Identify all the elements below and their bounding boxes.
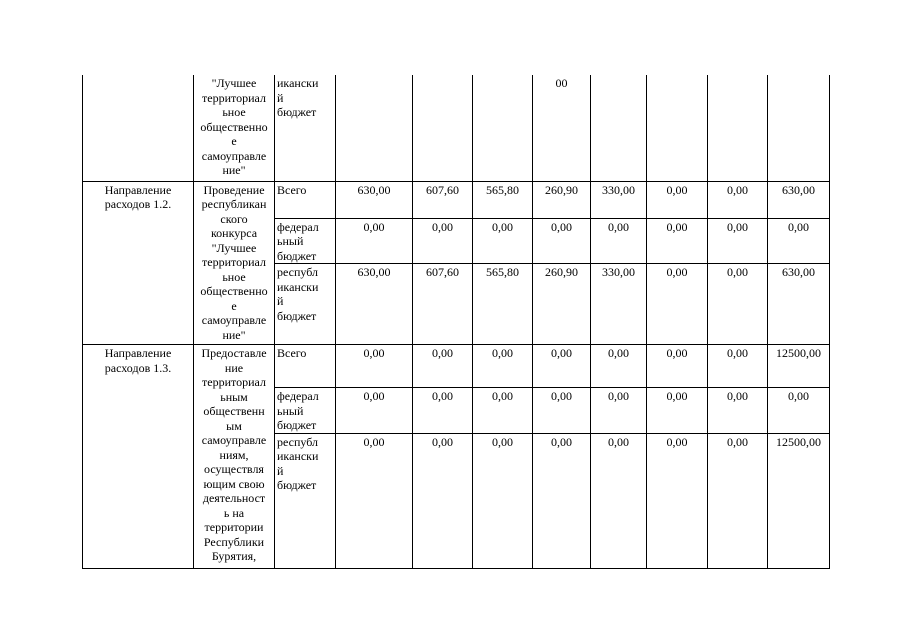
value-cell: 0,00 <box>473 433 533 568</box>
source-cell: федерал ьный бюджет <box>275 388 336 434</box>
value-cell: 0,00 <box>413 218 473 264</box>
value-cell: 260,90 <box>533 264 591 345</box>
source-cell: Всего <box>275 345 336 388</box>
value-cell: 607,60 <box>413 181 473 218</box>
value-cell: 0,00 <box>708 345 768 388</box>
value-cell: 0,00 <box>413 345 473 388</box>
table-row <box>83 75 830 181</box>
value-cell: 630,00 <box>768 181 830 218</box>
value-cell: 630,00 <box>336 264 413 345</box>
value-cell: 0,00 <box>336 218 413 264</box>
value-cell: 0,00 <box>336 345 413 388</box>
value-cell: 0,00 <box>708 264 768 345</box>
source-cell: республ икански й бюджет <box>275 264 336 345</box>
value-cell: 0,00 <box>591 388 647 434</box>
value-cell <box>473 75 533 181</box>
value-cell <box>708 75 768 181</box>
value-cell: 0,00 <box>533 345 591 388</box>
value-cell: 0,00 <box>413 388 473 434</box>
source-cell: Всего <box>275 181 336 218</box>
table-row <box>83 181 830 218</box>
value-cell: 330,00 <box>591 181 647 218</box>
value-cell: 12500,00 <box>768 345 830 388</box>
value-cell: 0,00 <box>533 433 591 568</box>
value-cell <box>336 75 413 181</box>
value-cell: 0,00 <box>591 345 647 388</box>
value-cell: 0,00 <box>533 218 591 264</box>
event-cell: "Лучшее территориал ьное общественно е самоуправле ние" <box>194 75 275 181</box>
value-cell: 0,00 <box>647 181 708 218</box>
direction-cell: Направление расходов 1.3. <box>83 345 194 569</box>
source-cell: федерал ьный бюджет <box>275 218 336 264</box>
value-cell: 0,00 <box>533 388 591 434</box>
value-cell <box>768 75 830 181</box>
value-cell: 0,00 <box>708 218 768 264</box>
value-cell: 12500,00 <box>768 433 830 568</box>
value-cell: 0,00 <box>647 345 708 388</box>
direction-cell: Направление расходов 1.2. <box>83 181 194 345</box>
event-cell: Предоставле ние территориал ьным общественн ым самоуправле ниям, осуществля ющим свою деятельност ь на территории Республики Бурятия, <box>194 345 275 569</box>
value-cell: 0,00 <box>647 264 708 345</box>
value-cell: 0,00 <box>647 388 708 434</box>
value-cell: 0,00 <box>336 433 413 568</box>
value-cell: 0,00 <box>336 388 413 434</box>
value-cell: 0,00 <box>473 218 533 264</box>
value-cell: 0,00 <box>473 388 533 434</box>
budget-table <box>82 75 830 569</box>
table-row <box>83 345 830 388</box>
value-cell: 00 <box>533 75 591 181</box>
value-cell: 0,00 <box>413 433 473 568</box>
direction-cell <box>83 75 194 181</box>
value-cell: 565,80 <box>473 264 533 345</box>
value-cell <box>647 75 708 181</box>
value-cell: 630,00 <box>336 181 413 218</box>
value-cell: 0,00 <box>647 218 708 264</box>
value-cell: 0,00 <box>708 181 768 218</box>
value-cell <box>413 75 473 181</box>
value-cell: 607,60 <box>413 264 473 345</box>
value-cell <box>591 75 647 181</box>
value-cell: 0,00 <box>473 345 533 388</box>
value-cell: 630,00 <box>768 264 830 345</box>
value-cell: 0,00 <box>708 433 768 568</box>
event-cell: Проведение республикан ского конкурса "Лучшее территориал ьное общественно е самоуправле ние" <box>194 181 275 345</box>
value-cell: 0,00 <box>768 218 830 264</box>
value-cell: 0,00 <box>708 388 768 434</box>
value-cell: 0,00 <box>647 433 708 568</box>
source-cell: республ икански й бюджет <box>275 433 336 568</box>
value-cell: 0,00 <box>591 218 647 264</box>
value-cell: 260,90 <box>533 181 591 218</box>
value-cell: 0,00 <box>768 388 830 434</box>
value-cell: 330,00 <box>591 264 647 345</box>
value-cell: 565,80 <box>473 181 533 218</box>
value-cell: 0,00 <box>591 433 647 568</box>
source-cell: икански й бюджет <box>275 75 336 181</box>
